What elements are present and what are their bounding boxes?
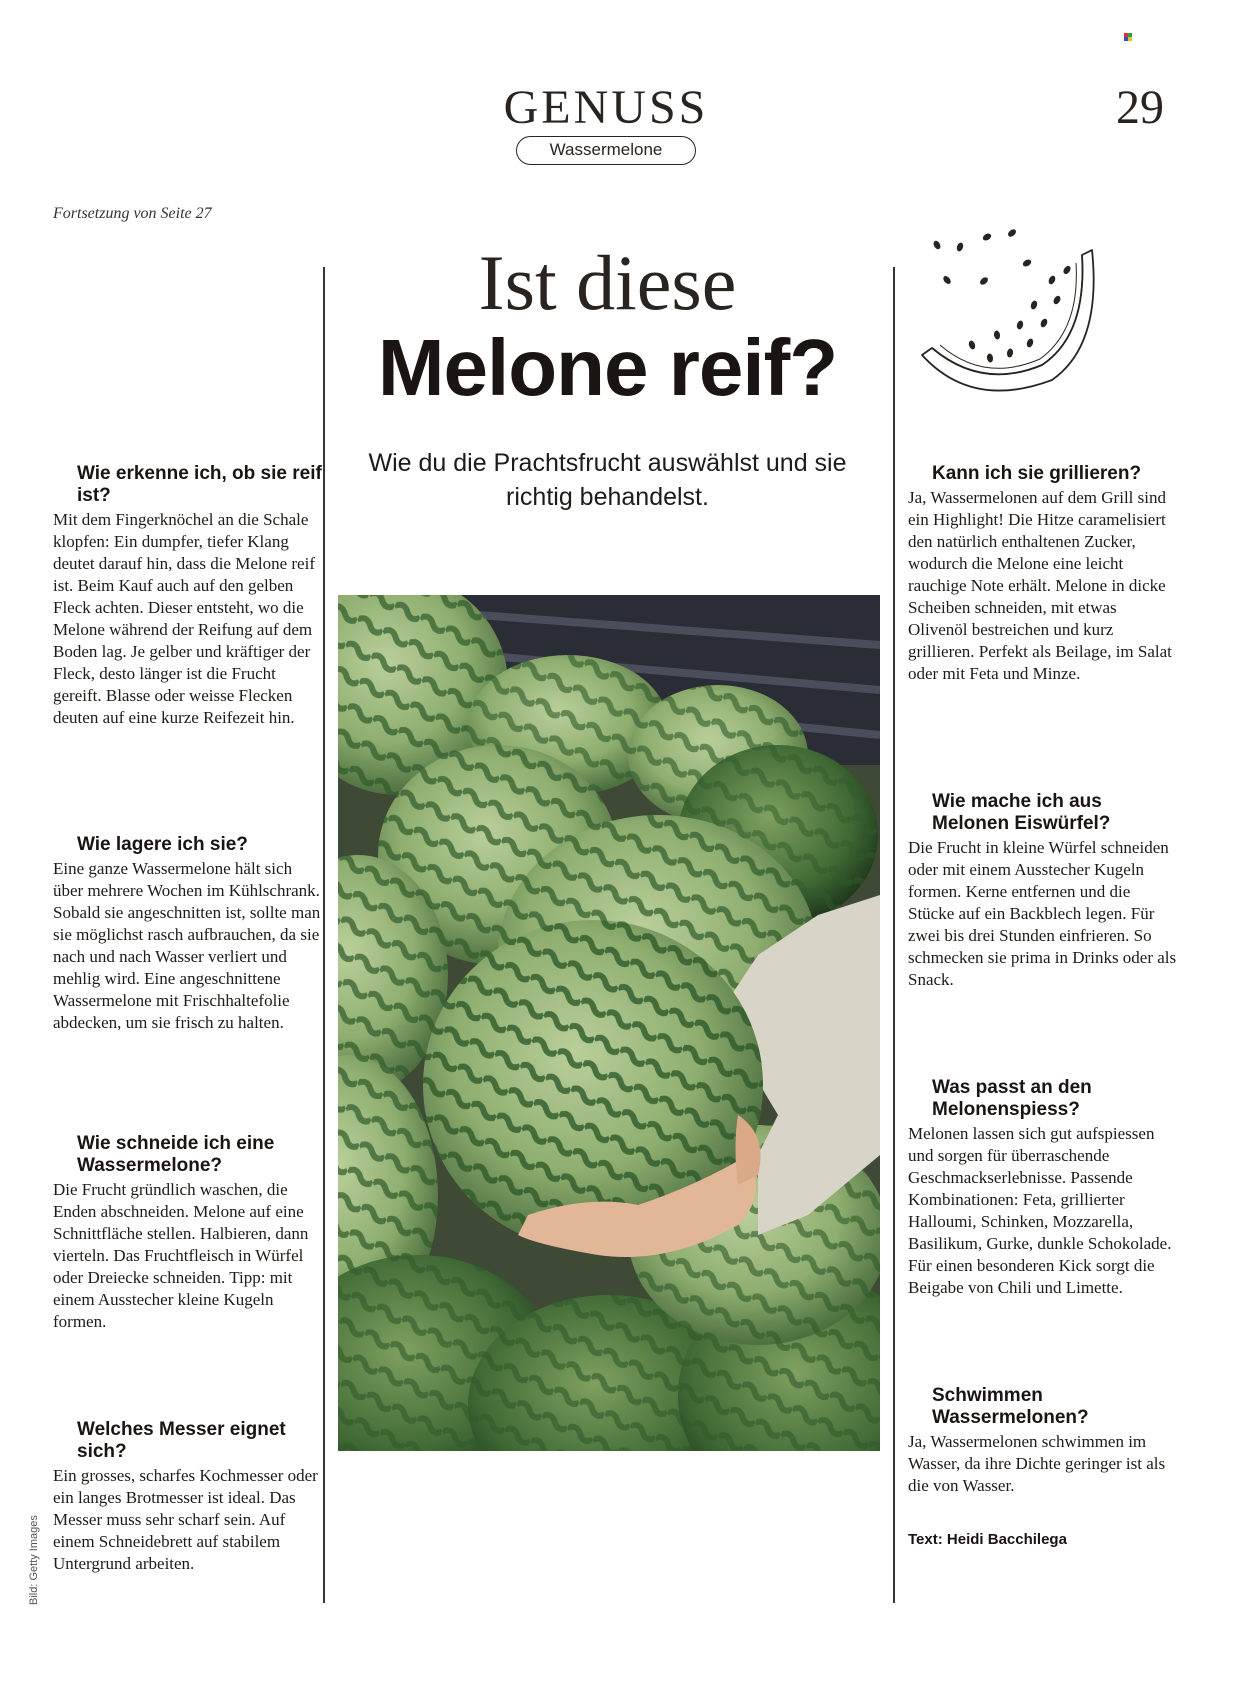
qa-storage (53, 834, 323, 1034)
watermelon-photo (338, 595, 880, 1451)
qa-answer: Melonen lassen sich gut aufspiessen und sorgen für überraschende Geschmackserlebnisse. Passende Kombinationen: Feta, grillierter Halloumi, Schinken, Mozzarella, Basilikum, Gurke, dunkle Schokolade. Für einen besonderen Kick sorgt die Beigabe von Chili und Limette. (908, 1124, 1172, 1297)
qa-knife (53, 1419, 323, 1575)
qa-question: Kann ich sie grillieren? (932, 463, 1142, 484)
photo-credit: Bild: Getty Images (28, 1515, 40, 1605)
author-credit: Text: Heidi Bacchilega (908, 1531, 1067, 1548)
qa-question: Wie lagere ich sie? (77, 834, 248, 855)
qa-answer: Die Frucht in kleine Würfel schneiden oder mit einem Ausstecher Kugeln formen. Kerne entfernen und die Stücke auf ein Backblech legen. Für zwei bis drei Stunden einfrieren. So schmecken sie prima in Drinks oder als Snack. (908, 838, 1177, 989)
page-number: 29 (1116, 81, 1164, 134)
qa-grilling (908, 463, 1178, 685)
section-title: GENUSS (503, 81, 709, 134)
color-registration-mark (1124, 33, 1132, 41)
qa-ice-cubes (908, 791, 1178, 991)
qa-answer: Ja, Wassermelonen schwimmen im Wasser, da ihre Dichte geringer ist als die von Wasser. (908, 1432, 1166, 1495)
qa-answer: Eine ganze Wassermelone hält sich über mehrere Wochen im Kühlschrank. Sobald sie angeschnitten ist, sollte man sie möglichst rasch aufbrauchen, da sie nach und nach Wasser verliert und mehlig wird. Eine angeschnittene Wassermelone mit Frischhaltefolie abdecken, um sie frisch zu halten. (53, 859, 321, 1032)
qa-question: Schwimmen Wassermelonen? (932, 1385, 1089, 1428)
qa-answer: Mit dem Fingerknöchel an die Schale klopfen: Ein dumpfer, tiefer Klang deutet darauf hin, dass die Melone reif ist. Beim Kauf auch auf den gelben Fleck achten. Dieser entsteht, wo die Melone während der Reifung auf dem Boden lag. Je gelber und kräftiger der Fleck, desto länger ist die Frucht gereift. Blasse oder weisse Flecken deuten auf eine kurze Reifezeit hin. (53, 510, 315, 727)
article-subtitle: Wie du die Prachtsfrucht auswählst und sie richtig behandelst. (368, 449, 847, 511)
qa-question: Wie mache ich aus Melonen Eiswürfel? (932, 791, 1111, 834)
headline-line-1: Ist diese (478, 239, 737, 326)
column-divider-right (893, 267, 895, 1603)
qa-question: Was passt an den Melonenspiess? (932, 1077, 1092, 1120)
subsection-pill: Wassermelone (516, 136, 696, 165)
qa-skewer (908, 1077, 1178, 1299)
continuation-note: Fortsetzung von Seite 27 (53, 205, 212, 222)
qa-cutting (53, 1133, 323, 1333)
qa-question: Wie erkenne ich, ob sie reif ist? (77, 463, 322, 506)
qa-answer: Die Frucht gründlich waschen, die Enden abschneiden. Melone auf eine Schnittfläche stellen. Halbieren, dann vierteln. Das Fruchtfleisch in Würfel oder Dreiecke schneiden. Tipp: mit einem Ausstecher kleine Kugeln formen. (53, 1180, 309, 1331)
qa-answer: Ja, Wassermelonen auf dem Grill sind ein Highlight! Die Hitze caramelisiert den natürlich enthaltenen Zucker, wodurch die Melone eine leicht rauchige Note erhält. Melone in dicke Scheiben schneiden, mit etwas Olivenöl bestreichen und kurz grillieren. Perfekt als Beilage, im Salat oder mit Feta und Minze. (908, 488, 1172, 683)
watermelon-slice-icon (912, 225, 1112, 415)
qa-question: Welches Messer eignet sich? (77, 1419, 286, 1462)
qa-ripeness (53, 463, 323, 729)
qa-answer: Ein grosses, scharfes Kochmesser oder ein langes Brotmesser ist ideal. Das Messer muss sehr scharf sein. Auf einem Schneidebrett auf stabilem Untergrund arbeiten. (53, 1466, 318, 1573)
column-divider-left (323, 267, 325, 1603)
qa-floating (908, 1385, 1178, 1497)
headline-line-2: Melone reif? (377, 323, 838, 412)
qa-question: Wie schneide ich eine Wassermelone? (77, 1133, 275, 1176)
